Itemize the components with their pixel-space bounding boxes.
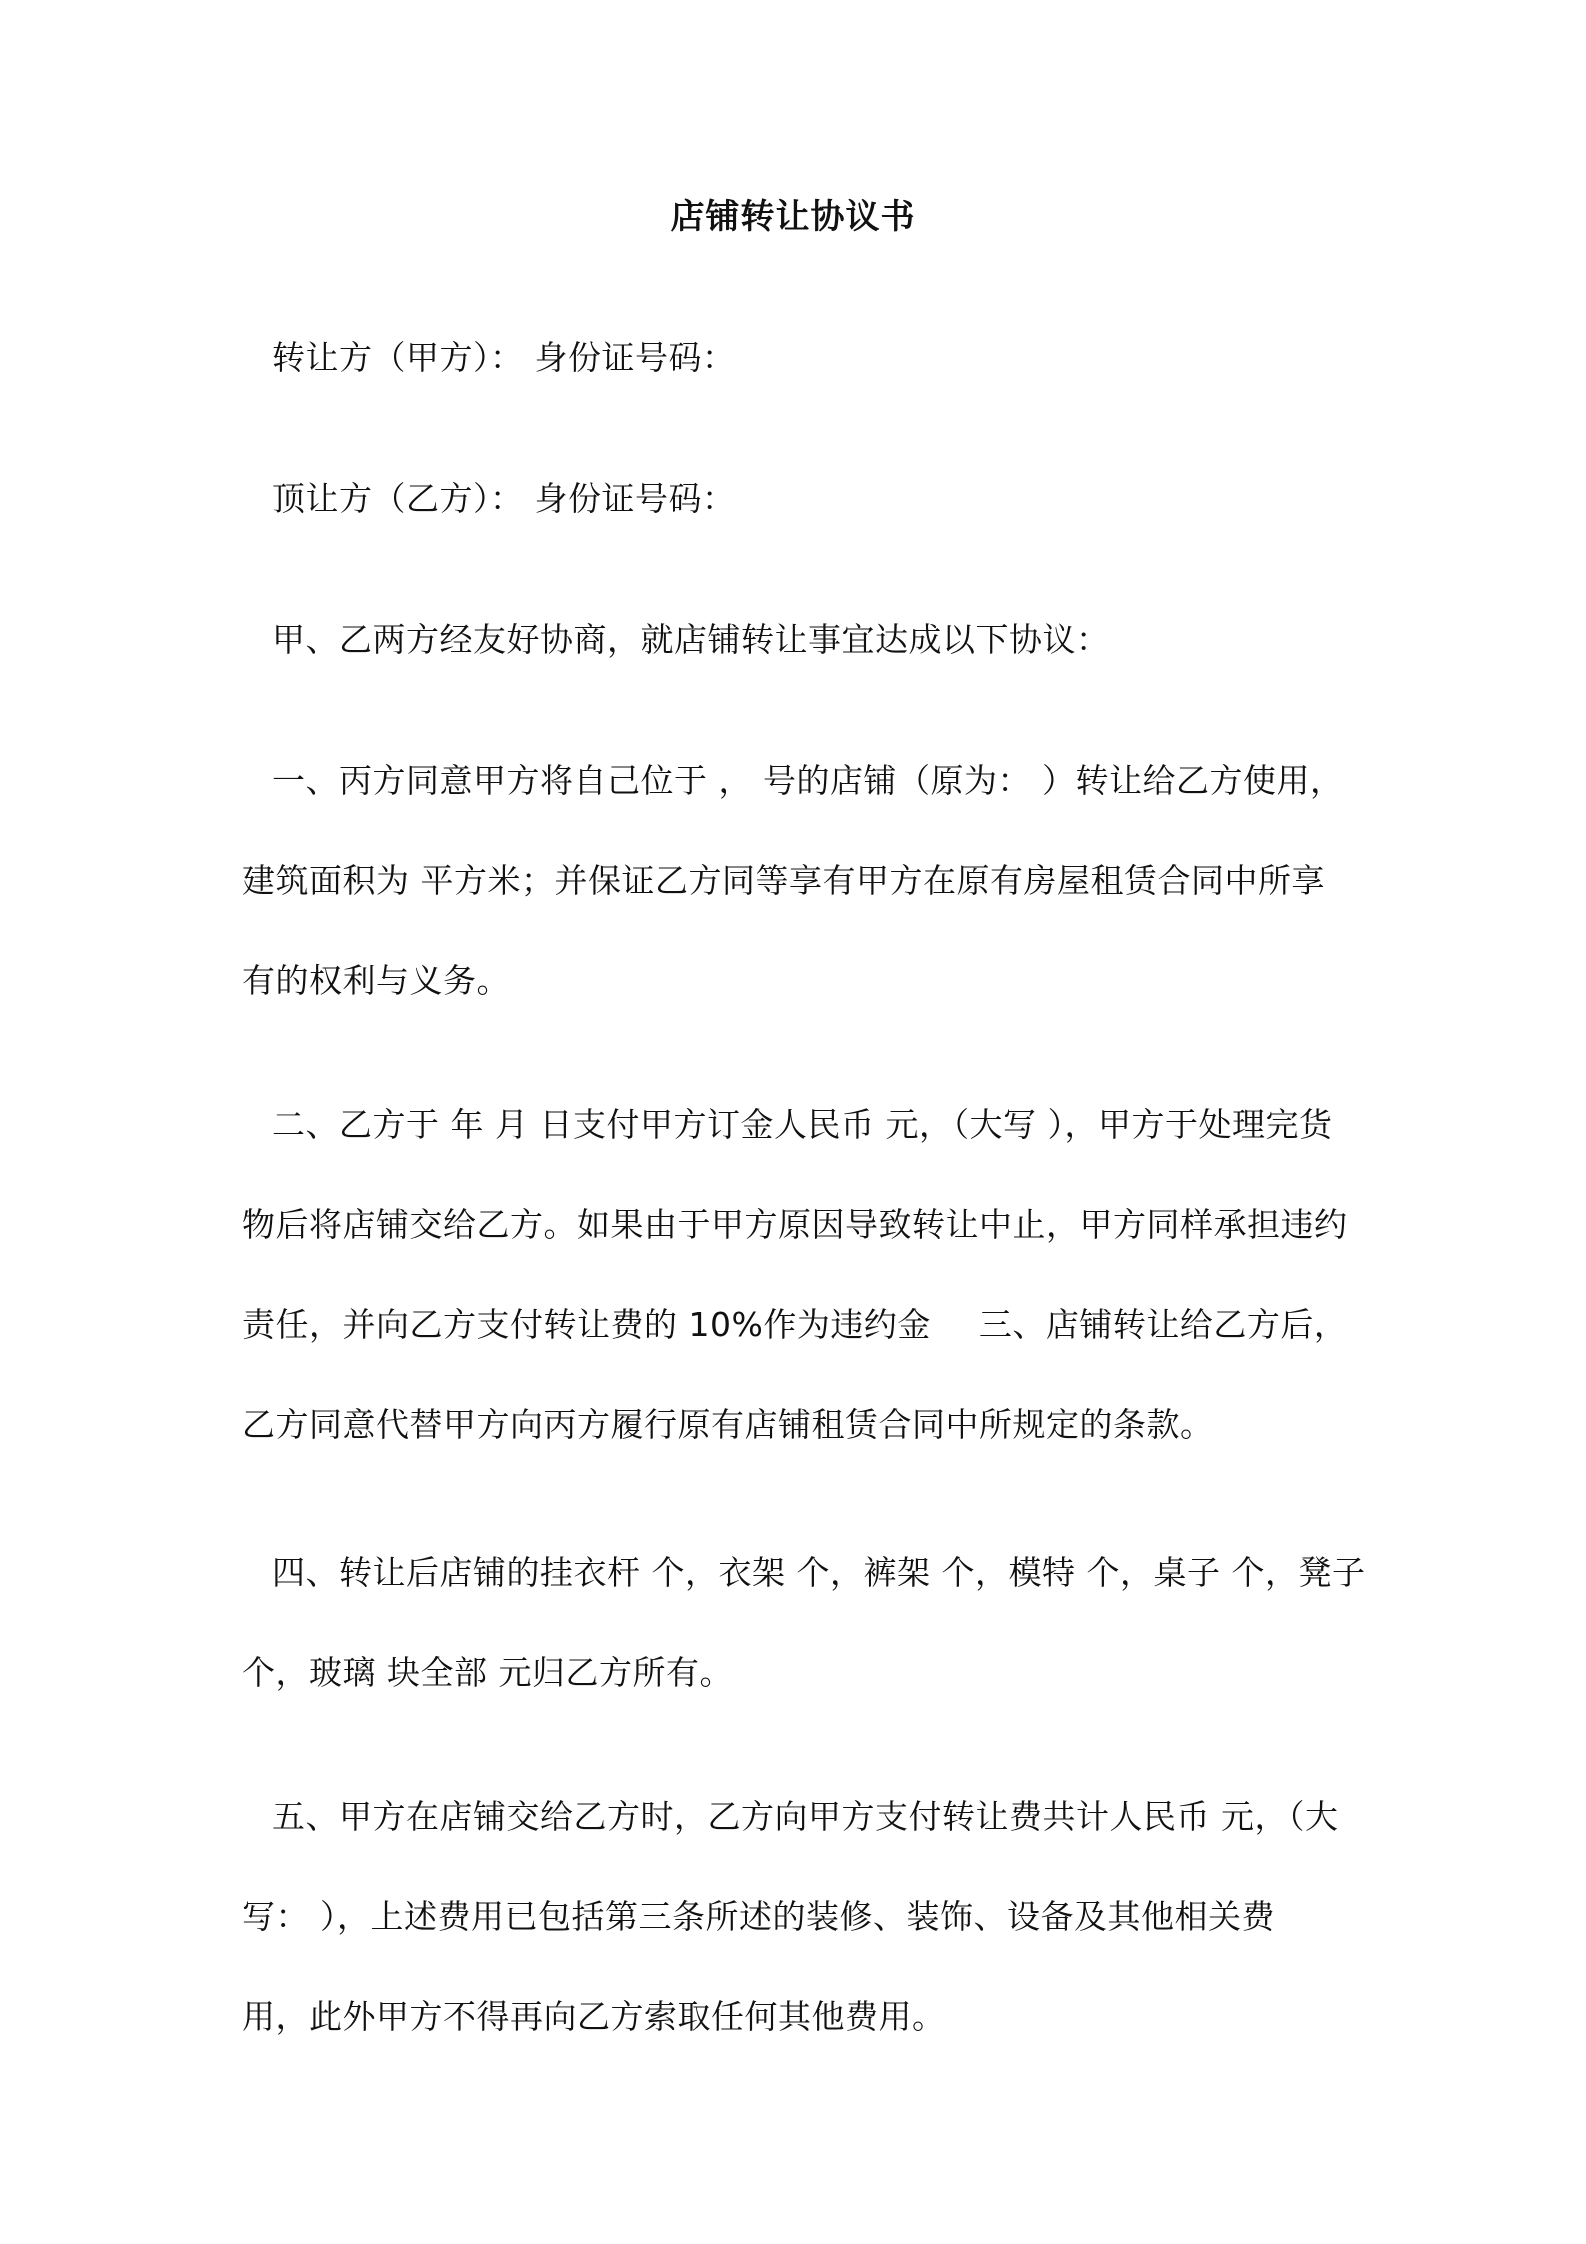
clause-1-line-1: 一、丙方同意甲方将自己位于 ， 号的店铺（原为： ）转让给乙方使用， <box>272 761 1344 800</box>
clause-3-line-1: 三、店铺转让给乙方后， <box>978 1305 1348 1344</box>
transferee-line: 顶让方（乙方）： 身份证号码： <box>272 479 736 518</box>
clause-5-line-1: 五、甲方在店铺交给乙方时，乙方向甲方支付转让费共计人民币 元，（大 <box>272 1797 1339 1836</box>
clause-2-line-3-text: 责任，并向乙方支付转让费的 10%作为违约金 <box>242 1305 931 1344</box>
clause-1-line-3: 有的权利与义务。 <box>242 961 510 1000</box>
document-title: 店铺转让协议书 <box>670 197 916 237</box>
clause-2-line-2: 物后将店铺交给乙方。如果由于甲方原因导致转让中止，甲方同样承担违约 <box>242 1205 1348 1244</box>
clause-1-line-2: 建筑面积为 平方米；并保证乙方同等享有甲方在原有房屋租赁合同中所享 <box>242 861 1325 900</box>
clause-2-line-1: 二、乙方于 年 月 日支付甲方订金人民币 元，（大写 ），甲方于处理完货 <box>272 1105 1333 1144</box>
clause-4-line-1: 四、转让后店铺的挂衣杆 个，衣架 个，裤架 个，模特 个，桌子 个，凳子 <box>272 1553 1366 1592</box>
clause-3-line-2: 乙方同意代替甲方向丙方履行原有店铺租赁合同中所规定的条款。 <box>242 1405 1214 1444</box>
clause-5-line-3: 用，此外甲方不得再向乙方索取任何其他费用。 <box>242 1997 946 2036</box>
clause-2-line-3 <box>242 1300 1347 1350</box>
intro-paragraph: 甲、乙两方经友好协商，就店铺转让事宜达成以下协议： <box>272 620 1110 659</box>
transferor-line: 转让方（甲方）： 身份证号码： <box>272 338 736 377</box>
clause-4-line-2: 个，玻璃 块全部 元归乙方所有。 <box>242 1653 733 1692</box>
clause-5-line-2: 写： ），上述费用已包括第三条所述的装修、装饰、设备及其他相关费 <box>242 1897 1275 1936</box>
